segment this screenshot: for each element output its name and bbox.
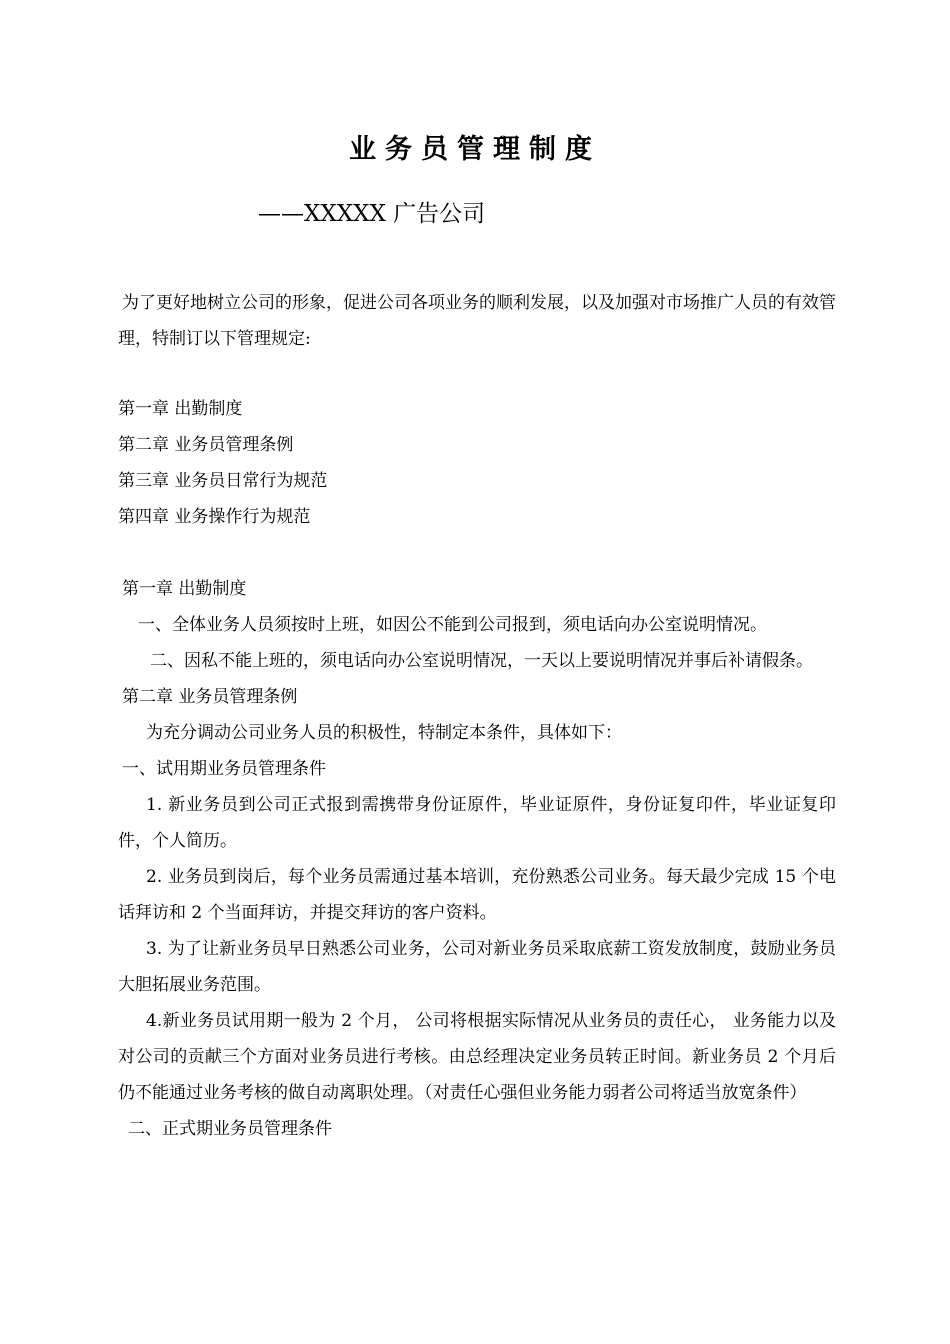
toc-item-chapter3: 第三章 业务员日常行为规范 — [118, 471, 328, 491]
chapter2-heading: 第二章 业务员管理条例 — [122, 687, 298, 707]
intro-paragraph: 为了更好地树立公司的形象，促进公司各项业务的顺利发展，以及加强对市场推广人员的有效管理，特制订以下管理规定: — [118, 293, 836, 349]
chapter1-heading: 第一章 出勤制度 — [122, 579, 247, 599]
chapter-content — [118, 571, 836, 1147]
toc-item-chapter4: 第四章 业务操作行为规范 — [118, 507, 311, 527]
chapter1-item-2: 二、因私不能上班的，须电话向办公室说明情况，一天以上要说明情况并事后补请假条。 — [150, 651, 813, 671]
chapter2-intro: 为充分调动公司业务人员的积极性，特制定本条件，具体如下： — [146, 723, 622, 743]
document-subtitle: ——XXXXX 广告公司 — [258, 201, 486, 227]
formal-heading: 二、正式期业务员管理条件 — [128, 1119, 332, 1139]
trial-item-2: 2. 业务员到岗后，每个业务员需通过基本培训，充份熟悉公司业务。每天最少完成 15 个电话拜访和 2 个当面拜访，并提交拜访的客户资料。 — [118, 867, 836, 923]
document-title: 业务员管理制度 — [349, 134, 601, 165]
chapter1-item-1: 一、全体业务人员须按时上班，如因公不能到公司报到，须电话向办公室说明情况。 — [138, 615, 767, 635]
trial-item-4: 4.新业务员试用期一般为 2 个月， 公司将根据实际情况从业务员的责任心， 业务能力以及对公司的贡献三个方面对业务员进行考核。由总经理决定业务员转正时间。新业务员 2 个月后仍不能通过业务考核的做自动离职处理。（对责任心强但业务能力弱者公司将适当放宽条件） — [118, 1011, 836, 1103]
toc-item-chapter1: 第一章 出勤制度 — [118, 399, 243, 419]
trial-item-3: 3. 为了让新业务员早日熟悉公司业务，公司对新业务员采取底薪工资发放制度，鼓励业务员大胆拓展业务范围。 — [118, 939, 836, 995]
table-of-contents — [118, 391, 836, 535]
trial-item-1: 1. 新业务员到公司正式报到需携带身份证原件，毕业证原件，身份证复印件，毕业证复印件，个人简历。 — [118, 795, 836, 851]
toc-item-chapter2: 第二章 业务员管理条例 — [118, 435, 294, 455]
trial-heading: 一、试用期业务员管理条件 — [122, 759, 326, 779]
